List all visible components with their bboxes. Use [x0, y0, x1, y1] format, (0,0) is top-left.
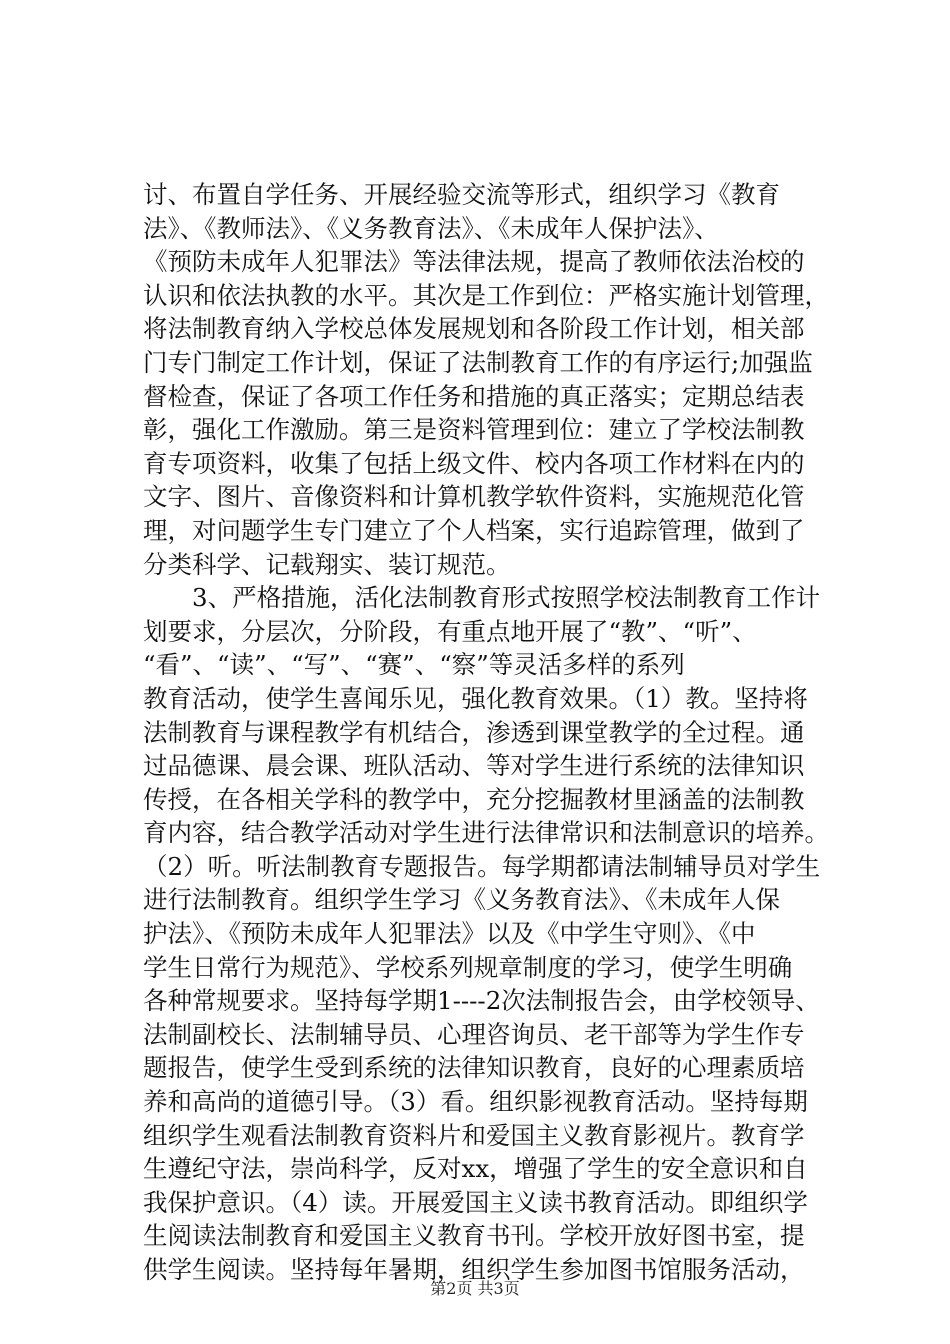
body-text — [143, 178, 829, 1287]
text-line: 育内容，结合教学活动对学生进行法律常识和法制意识的培养。 — [143, 818, 829, 848]
text-line: 法制副校长、法制辅导员、心理咨询员、老干部等为学生作专 — [143, 1019, 805, 1049]
text-line: 督检查，保证了各项工作任务和措施的真正落实；定期总结表 — [143, 381, 805, 411]
text-line: 划要求，分层次，分阶段，有重点地开展了“教”、“听”、 — [143, 616, 757, 646]
text-line: 法》、《教师法》、《义务教育法》、《未成年人保护法》、 — [143, 213, 719, 243]
text-line: 分类科学、记载翔实、装订规范。 — [143, 549, 511, 579]
text-line: 《预防未成年人犯罪法》等法律法规，提高了教师依法治校的 — [143, 247, 805, 277]
page-number-footer: 第2页 共3页 — [430, 1279, 520, 1298]
text-line: 各种常规要求。坚持每学期1----2次法制报告会，由学校领导、 — [143, 986, 820, 1016]
text-line: （2）听。听法制教育专题报告。每学期都请法制辅导员对学生 — [143, 851, 821, 881]
text-line: 养和高尚的道德引导。（3）看。组织影视教育活动。坚持每期 — [143, 1087, 808, 1117]
text-line: 进行法制教育。组织学生学习《义务教育法》、《未成年人保 — [143, 885, 780, 915]
text-line: 讨、布置自学任务、开展经验交流等形式，组织学习《教育 — [143, 180, 780, 209]
text-line: 生阅读法制教育和爱国主义教育书刊。学校开放好图书室，提 — [143, 1221, 805, 1251]
text-line: 题报告，使学生受到系统的法律知识教育，良好的心理素质培 — [143, 1053, 805, 1083]
text-line: 传授，在各相关学科的教学中，充分挖掘教材里涵盖的法制教 — [143, 784, 805, 814]
text-line: 文字、图片、音像资料和计算机教学软件资料，实施规范化管 — [143, 482, 805, 512]
text-line: 组织学生观看法制教育资料片和爱国主义教育影视片。教育学 — [143, 1120, 805, 1150]
text-line: 理，对问题学生专门建立了个人档案，实行追踪管理，做到了 — [143, 515, 805, 545]
text-line: 3、严格措施，活化法制教育形式按照学校法制教育工作计 — [143, 583, 821, 613]
text-line: 供学生阅读。坚持每年暑期，组织学生参加图书馆服务活动， — [143, 1255, 805, 1284]
text-line: 育专项资料，收集了包括上级文件、校内各项工作材料在内的 — [143, 448, 805, 478]
text-line: 认识和依法执教的水平。其次是工作到位：严格实施计划管理， — [143, 280, 829, 310]
text-line: 法制教育与课程教学有机结合，渗透到课堂教学的全过程。通 — [143, 717, 805, 747]
text-line: 护法》、《预防未成年人犯罪法》以及《中学生守则》、《中 — [143, 919, 756, 949]
text-line: 门专门制定工作计划，保证了法制教育工作的有序运行;加强监 — [143, 347, 813, 377]
text-line: 将法制教育纳入学校总体发展规划和各阶段工作计划，相关部 — [143, 314, 805, 344]
text-line: 生遵纪守法，崇尚科学，反对xx，增强了学生的安全意识和自 — [143, 1154, 808, 1184]
text-line: 过品德课、晨会课、班队活动、等对学生进行系统的法律知识 — [143, 751, 805, 781]
text-line: “看”、“读”、“写”、“赛”、“察”等灵活多样的系列 — [143, 650, 685, 680]
text-line: 学生日常行为规范》、学校系列规章制度的学习，使学生明确 — [143, 952, 793, 982]
text-line: 彰，强化工作激励。第三是资料管理到位：建立了学校法制教 — [143, 415, 805, 445]
text-line: 我保护意识。（4）读。开展爱国主义读书教育活动。即组织学 — [143, 1187, 808, 1217]
text-line: 教育活动，使学生喜闻乐见，强化教育效果。（1）教。坚持将 — [143, 683, 808, 713]
